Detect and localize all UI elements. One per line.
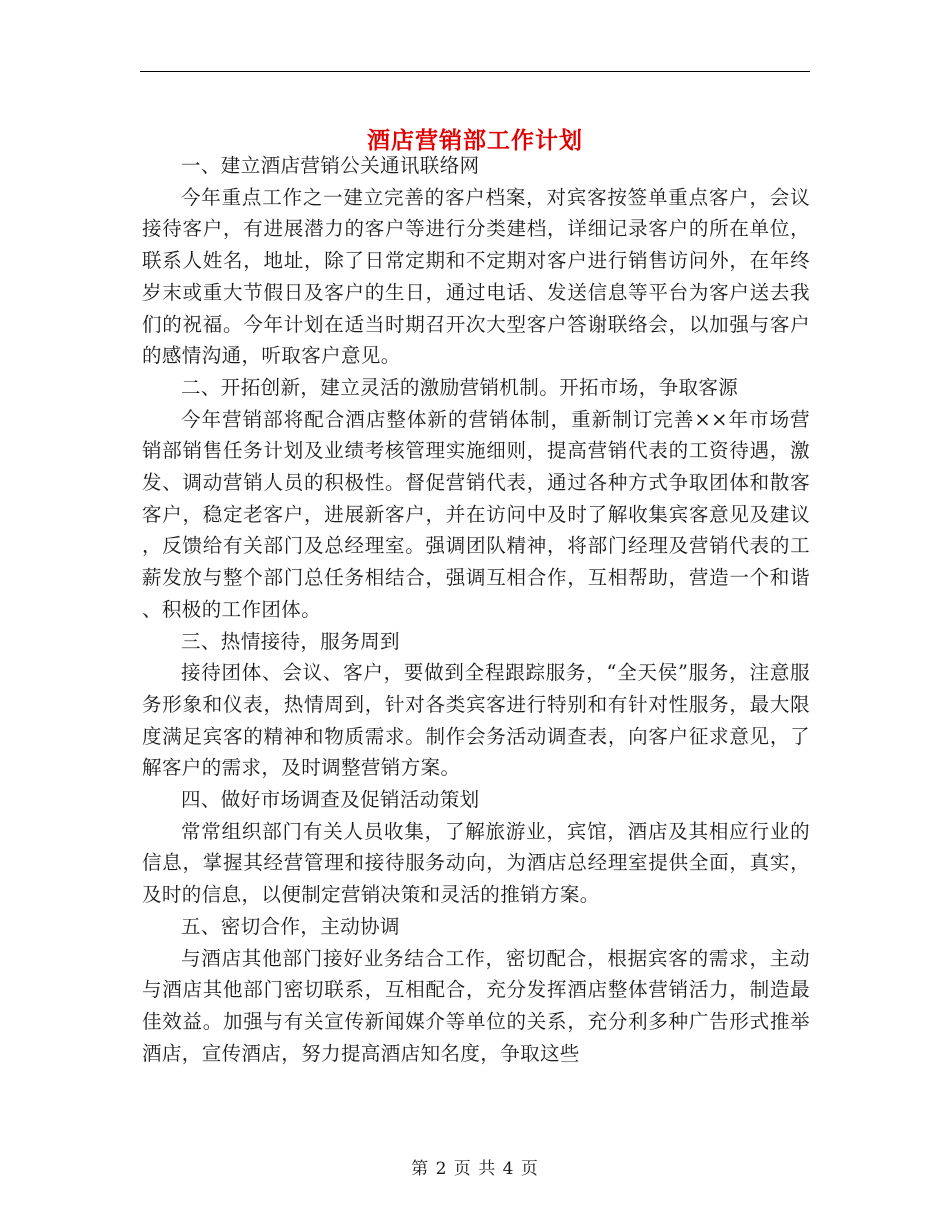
section-paragraph: 今年营销部将配合酒店整体新的营销体制，重新制订完善××年市场营销部销售任务计划及业绩考核管理实施细则，提高营销代表的工资待遇，激发、调动营销人员的积极性。督促营销代表，通过各种方式争取团体和散客客户，稳定老客户，进展新客户，并在访问中及时了解收集宾客意见及建议，反馈给有关部门及总经理室。强调团队精神，将部门经理及营销代表的工薪发放与整个部门总任务相结合，强调互相合作，互相帮助，营造一个和谐、积极的工作团体。 xyxy=(142,407,810,621)
section-heading: 一、建立酒店营销公关通讯联络网 xyxy=(181,154,480,177)
page-number: 第 2 页 共 4 页 xyxy=(411,1159,539,1179)
section-paragraph: 今年重点工作之一建立完善的客户档案，对宾客按签单重点客户，会议接待客户，有进展潜力的客户等进行分类建档，详细记录客户的所在单位，联系人姓名，地址，除了日常定期和不定期对客户进行销售访问外，在年终岁末或重大节假日及客户的生日，通过电话、发送信息等平台为客户送去我们的祝福。今年计划在适当时期召开次大型客户答谢联络会，以加强与客户的感情沟通，听取客户意见。 xyxy=(142,185,810,368)
document-body xyxy=(142,150,810,1069)
section-heading: 二、开拓创新，建立灵活的激励营销机制。开拓市场，争取客源 xyxy=(181,375,739,399)
section-heading: 五、密切合作，主动协调 xyxy=(181,914,400,938)
section-heading: 三、热情接待，服务周到 xyxy=(181,629,400,653)
section-paragraph: 接待团体、会议、客户，要做到全程跟踪服务，“全天侯”服务，注意服务形象和仪表，热情周到，针对各类宾客进行特别和有针对性服务，最大限度满足宾客的精神和物质需求。制作会务活动调查表，向客户征求意见，了解客户的需求，及时调整营销方案。 xyxy=(142,661,810,780)
section-heading: 四、做好市场调查及促销活动策划 xyxy=(181,788,480,812)
section-paragraph: 与酒店其他部门接好业务结合工作，密切配合，根据宾客的需求，主动与酒店其他部门密切联系，互相配合，充分发挥酒店整体营销活力，制造最佳效益。加强与有关宣传新闻媒介等单位的关系，充分利多种广告形式推举酒店，宣传酒店，努力提高酒店知名度，争取这些 xyxy=(142,946,810,1065)
document-title: 酒店营销部工作计划 xyxy=(367,127,583,155)
header-rule xyxy=(140,71,810,72)
section-paragraph: 常常组织部门有关人员收集，了解旅游业，宾馆，酒店及其相应行业的信息，掌握其经营管理和接待服务动向，为酒店总经理室提供全面，真实，及时的信息，以便制定营销决策和灵活的推销方案。 xyxy=(142,819,810,907)
